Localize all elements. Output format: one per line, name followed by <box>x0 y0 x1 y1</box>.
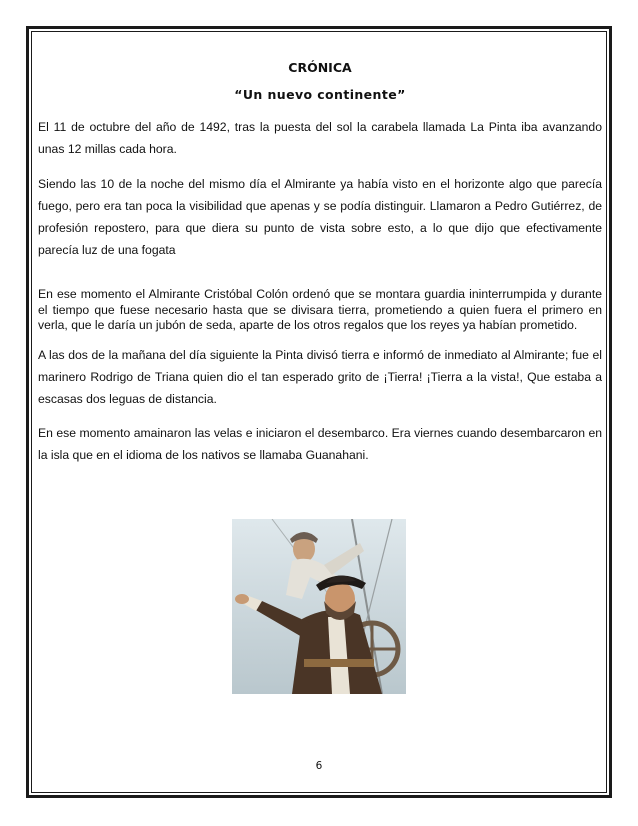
paragraph-5: En ese momento amainaron las velas e iniciaron el desembarco. Era viernes cuando desembarcaron en la isla que en el idioma de los nativos se llamaba Guanahani. <box>38 425 602 462</box>
document-title: CRÓNICA <box>288 60 352 75</box>
paragraph-4: A las dos de la mañana del día siguiente la Pinta divisó tierra e informó de inmediato al Almirante; fue el marinero Rodrigo de Triana quien dio el tan esperado grito de ¡Tierra! ¡Tierra a la vista!, Que estaba a escasas dos leguas de distancia. <box>38 347 602 406</box>
document-body <box>38 58 602 466</box>
page-number: 6 <box>315 760 323 772</box>
paragraph-1: El 11 de octubre del año de 1492, tras la puesta del sol la carabela llamada La Pinta iba avanzando unas 12 millas cada hora. <box>38 120 602 156</box>
columbus-illustration <box>232 519 406 694</box>
paragraph-2: Siendo las 10 de la noche del mismo día el Almirante ya había visto en el horizonte algo que parecía fuego, pero era tan poca la visibilidad que apenas y se podía distinguir. Llamaron a Pedro Gutiérrez, de profesión repostero, para que diera su punto de vista sobre esto, a lo que dijo que efectivamente parecía luz de una fogata <box>38 177 602 257</box>
document-subtitle: “Un nuevo continente” <box>234 87 406 102</box>
paragraph-3: En ese momento el Almirante Cristóbal Colón ordenó que se montara guardia ininterrumpida y durante el tiempo que fuese necesario hasta que se divisara tierra, prometiendo a quien fuera el primero en verla, que le daría un jubón de seda, aparte de los otros regalos que los reyes ya habían prometido. <box>38 287 602 332</box>
